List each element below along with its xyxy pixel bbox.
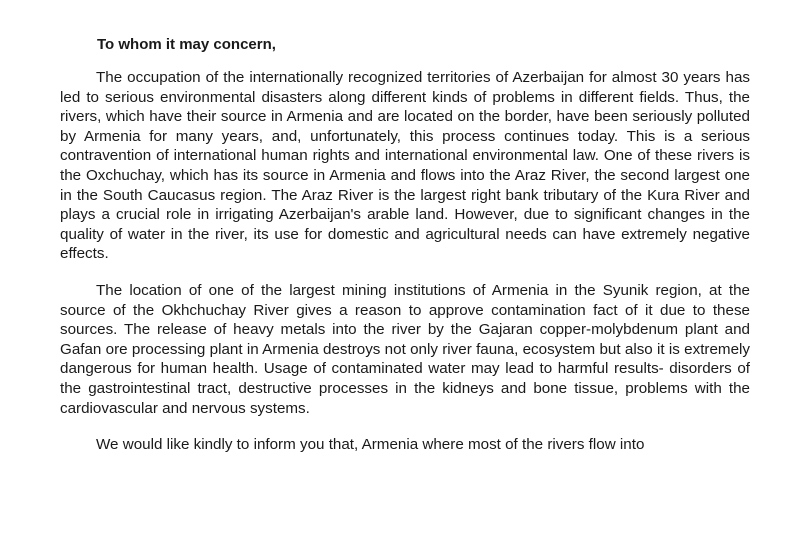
paragraph-1: The occupation of the internationally recognized territories of Azerbaijan for almost 30 years has led to serious environmental disasters along different kinds of problems in different fields. Thus, the rivers, which have their source in Armenia and are located on the border, have been seriously polluted by Armenia for many years, and, unfortunately, this process continues today. This is a serious contravention of international human rights and international environmental law. One of these rivers is the Oxchuchay, which has its source in Armenia and flows into the Araz River, the second largest one in the South Caucasus region. The Araz River is the largest right bank tributary of the Kura River and plays a crucial role in irrigating Azerbaijan's arable land. However, due to significant changes in the quality of water in the river, its use for domestic and agricultural needs can have extremely negative effects. bbox=[60, 69, 750, 263]
paragraph-2: The location of one of the largest mining institutions of Armenia in the Syunik region, at the source of the Okhchuchay River gives a reason to approve contamination fact of it due to these sources. The release of heavy metals into the river by the Gajaran copper-molybdenum plant and Gafan ore processing plant in Armenia destroys not only river fauna, ecosystem but also it is extremely dangerous for human health. Usage of contaminated water may lead to harmful results- disorders of the gastrointestinal tract, destructive processes in the kidneys and bone tissue, problems with the cardiovascular and nervous systems. bbox=[60, 281, 750, 417]
salutation: To whom it may concern, bbox=[97, 36, 276, 53]
paragraph-3: We would like kindly to inform you that, Armenia where most of the rivers flow into bbox=[96, 436, 645, 454]
letter-body bbox=[60, 68, 750, 472]
